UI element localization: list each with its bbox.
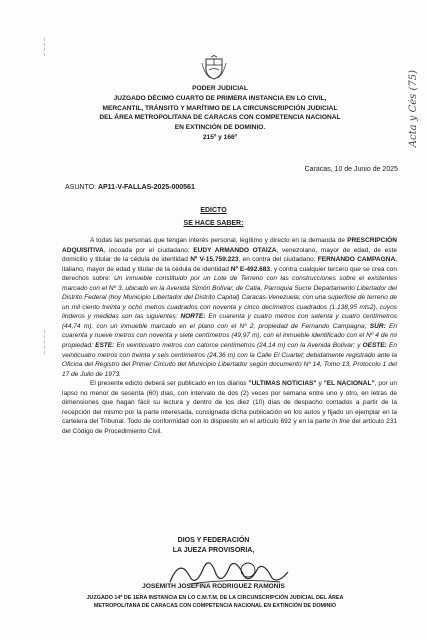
header-line: JUZGADO DÉCIMO CUARTO DE PRIMERA INSTANCIA EN LO CIVIL, <box>113 94 327 102</box>
text-run: ESTE: <box>95 342 115 350</box>
text-run: En cuarenta y nueve metros con noventa y siete centímetros (49,97 m), con el inmueble identificado con el Nº 4 de mi propiedad; <box>62 322 398 350</box>
text-run: in fine <box>332 418 350 426</box>
text-run: A todas las personas que tengan interés personal, legítimo y directo en la demanda de <box>90 237 348 244</box>
header-line: EN EXTINCIÓN DE DOMINIO. <box>174 124 266 132</box>
document-title: EDICTO <box>200 207 227 214</box>
edict-paragraph <box>62 236 397 379</box>
text-run: OESTE: <box>362 342 387 350</box>
text-run: Un inmueble constituido por un Lote de Terreno con las construcciones sobre el existentes marcado con el Nº 3, ubicado en la Avenida Simón Bolívar, de Catia, Parroquia Sucre Departamento Libertador del Distrito Federal (hoy Municipio Libertador del Distrito Capital) Caracas-Venezuela; con una superficie de terreno de un mil ciento treinta y ocho metros cuadrados con noventa y cinco decímetros cuadrados (1.138,95 mts2), cuyos linderos y medidas son las siguientes: <box>62 275 397 321</box>
text-run: , venezolano, mayor de edad, de este domicilio y titular de la cédula de identidad <box>62 246 397 264</box>
coat-of-arms-icon <box>200 55 228 81</box>
closing-motto: DIOS Y FEDERACIÓN <box>177 537 250 544</box>
case-reference-label: ASUNTO: <box>65 184 96 191</box>
header-line: DEL ÁREA METROPOLITANA DE CARACAS CON COMPETENCIA NACIONAL <box>99 114 341 122</box>
text-run: , italiano, mayor de edad y titular de la cédula de identidad <box>62 256 397 273</box>
text-run: y <box>316 380 324 388</box>
edict-paragraph <box>62 379 397 436</box>
footer-line: METROPOLITANA DE CARACAS CON COMPETENCIA NACIONAL EN EXTINCIÓN DE DOMINIO <box>93 602 337 609</box>
text-run: "ULTIMAS NOTICIAS" <box>248 380 317 388</box>
text-run: , incoada por el ciudadano: <box>103 246 194 254</box>
header-line: PODER JUDICIAL <box>192 85 248 92</box>
header-line: MERCANTIL, TRÁNSITO Y MARÍTIMO DE LA CIRCUNSCRIPCIÓN JUDICIAL <box>102 104 338 112</box>
scan-staple-mark <box>44 330 59 354</box>
court-stamp-footer <box>50 595 380 610</box>
text-run: SUR: <box>369 322 386 330</box>
text-run: PRESCRIPCIÓN ADQUISITIVA <box>62 237 397 254</box>
text-run: , por un lapso no menor de sesenta (60) días, con intervalo de dos (2) veces por semana entre uno y otro, en letras de dimensiones que hagan fácil su lectura y dentro de los diez (10) días de despacho contados a partir de la recepción del mismo por la parte interesada, consignada dicha publicación en los autos y fijado un ejemplar en la cartelera del Tribunal. Todo de conformidad con lo dispuesto en el artículo 692 y en la parte <box>62 380 398 426</box>
text-run: En veinticuatro metros con catorce centímetros (24,14 m) con la Avenida Bolívar; y <box>114 342 363 350</box>
text-run: El presente edicto deberá ser publicado en los diarios <box>90 380 249 388</box>
text-run: , y contra cualquier tercero que se crea con derechos sobre: <box>62 265 397 283</box>
court-header <box>60 84 380 143</box>
text-run: "EL NACIONAL" <box>323 380 375 388</box>
case-reference-number: AP11-V-FALLAS-2025-000561 <box>97 184 195 191</box>
footer-line: JUZGADO 14º DE 1ERA INSTANCIA EN LO C.M.T.M. DE LA CIRCUNSCRIPCIÓN JUDICIAL DEL ÁREA <box>86 595 344 601</box>
text-run: En veinticuatro metros con treinta y seis centímetros (24,36 m) con la Calle El Cuartel; debidamente registrado ante la Oficina del Registro del Primer Circuito del Municipio Libertador según documento Nº 14, Tomo 13, Protocolo 1 del 17 de Julio de 1973. <box>62 342 397 378</box>
handwritten-margin-note: Acta y Cés (75) <box>408 70 419 148</box>
text-run: del artículo 231 del Código de Procedimiento Civil. <box>62 418 397 435</box>
text-run: FERNANDO CAMPAGNA <box>317 256 396 264</box>
text-run: En cuarenta y cuatro metros con setenta y cuatro centímetros (44,74 m), con un inmueble marcado en el plano con el Nº 2, propiedad de Fernando Campagna; <box>62 313 397 330</box>
text-run: NORTE: <box>180 313 206 321</box>
text-run: EUDY ARMANDO OTAIZA <box>193 246 277 254</box>
edict-body <box>62 236 397 436</box>
case-reference <box>65 184 195 191</box>
text-run: , en contra del ciudadano: <box>238 256 318 264</box>
document-subtitle: SE HACE SABER: <box>183 220 244 227</box>
judge-name: JOSEMITH JOSEFINA RODRIGUEZ RAMONIS <box>142 583 285 590</box>
scan-staple-mark <box>44 38 59 56</box>
text-run: Nº E-492.683 <box>230 265 271 273</box>
text-run: Nº V-15.759.223 <box>190 256 239 264</box>
date-line: Caracas, 10 de Junio de 2025 <box>304 166 398 173</box>
judge-title: LA JUEZA PROVISORIA, <box>172 547 255 554</box>
header-line: 215º y 166º <box>202 133 238 141</box>
